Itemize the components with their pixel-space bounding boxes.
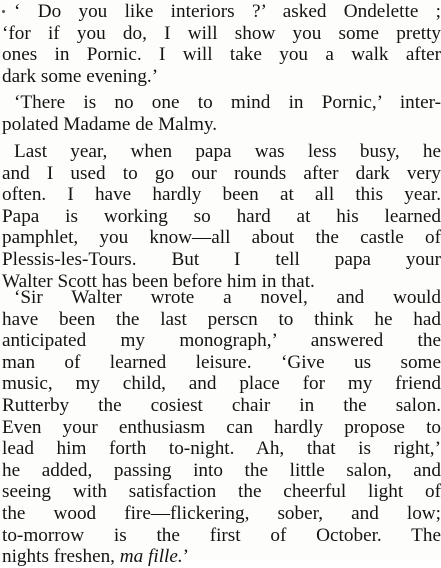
text-line: the wood fire—flickering, sober, and low; (2, 502, 441, 524)
text-line: often. I have hardly been at all this year. (2, 184, 441, 206)
text-line: ones in Pornic. I will take you a walk after (2, 44, 441, 66)
text-line: dark some evening.’ (2, 65, 159, 87)
text-line: music, my child, and place for my friend (2, 373, 441, 395)
text-run: nights freshen, (2, 546, 120, 568)
text-line: lead him forth to-night. Ah, that is right,’ (2, 438, 441, 460)
text-line: anticipated my monograph,’ answered the (2, 330, 441, 352)
text-run: ’ (182, 546, 190, 568)
text-line: and I used to go our rounds after dark very (2, 162, 441, 184)
text-line: ‘ Do you like interiors ?’ asked Ondelette ; (14, 1, 441, 22)
paragraph-2 (0, 92, 441, 135)
text-line: ‘There is no one to mind in Pornic,’ inter- (14, 92, 441, 113)
text-line-last (0, 546, 441, 568)
text-line: have been the last perscn to think he had (2, 308, 441, 330)
text-line: man of learned leisure. ‘Give us some (2, 351, 441, 373)
text-line: Plessis-les-Tours. But I tell papa your (2, 248, 441, 270)
italic-text-run: ma fille. (119, 546, 183, 568)
text-line: pamphlet, you know—all about the castle of (2, 227, 441, 249)
paragraph-3 (0, 141, 441, 292)
text-line: Papa is working so hard at his learned (2, 205, 441, 227)
text-line: Rutterby the cosiest chair in the salon. (2, 394, 441, 416)
paragraph-4 (0, 287, 441, 568)
text-line: ‘for if you do, I will show you some pretty (2, 22, 441, 44)
text-line: Walter Scott has been before him in that. (2, 270, 315, 292)
text-line: seeing with satisfaction the cheerful light of (2, 481, 441, 503)
text-line: Last year, when papa was less busy, he (14, 141, 441, 162)
text-line: polated Madame de Malmy. (2, 113, 218, 135)
text-line: he added, passing into the little salon, and (2, 459, 441, 481)
text-line: to-morrow is the first of October. The (2, 524, 441, 546)
paragraph-1 (0, 1, 441, 87)
text-line: ‘Sir Walter wrote a novel, and would (14, 287, 441, 308)
text-line: Even your enthusiasm can hardly propose to (2, 416, 441, 438)
